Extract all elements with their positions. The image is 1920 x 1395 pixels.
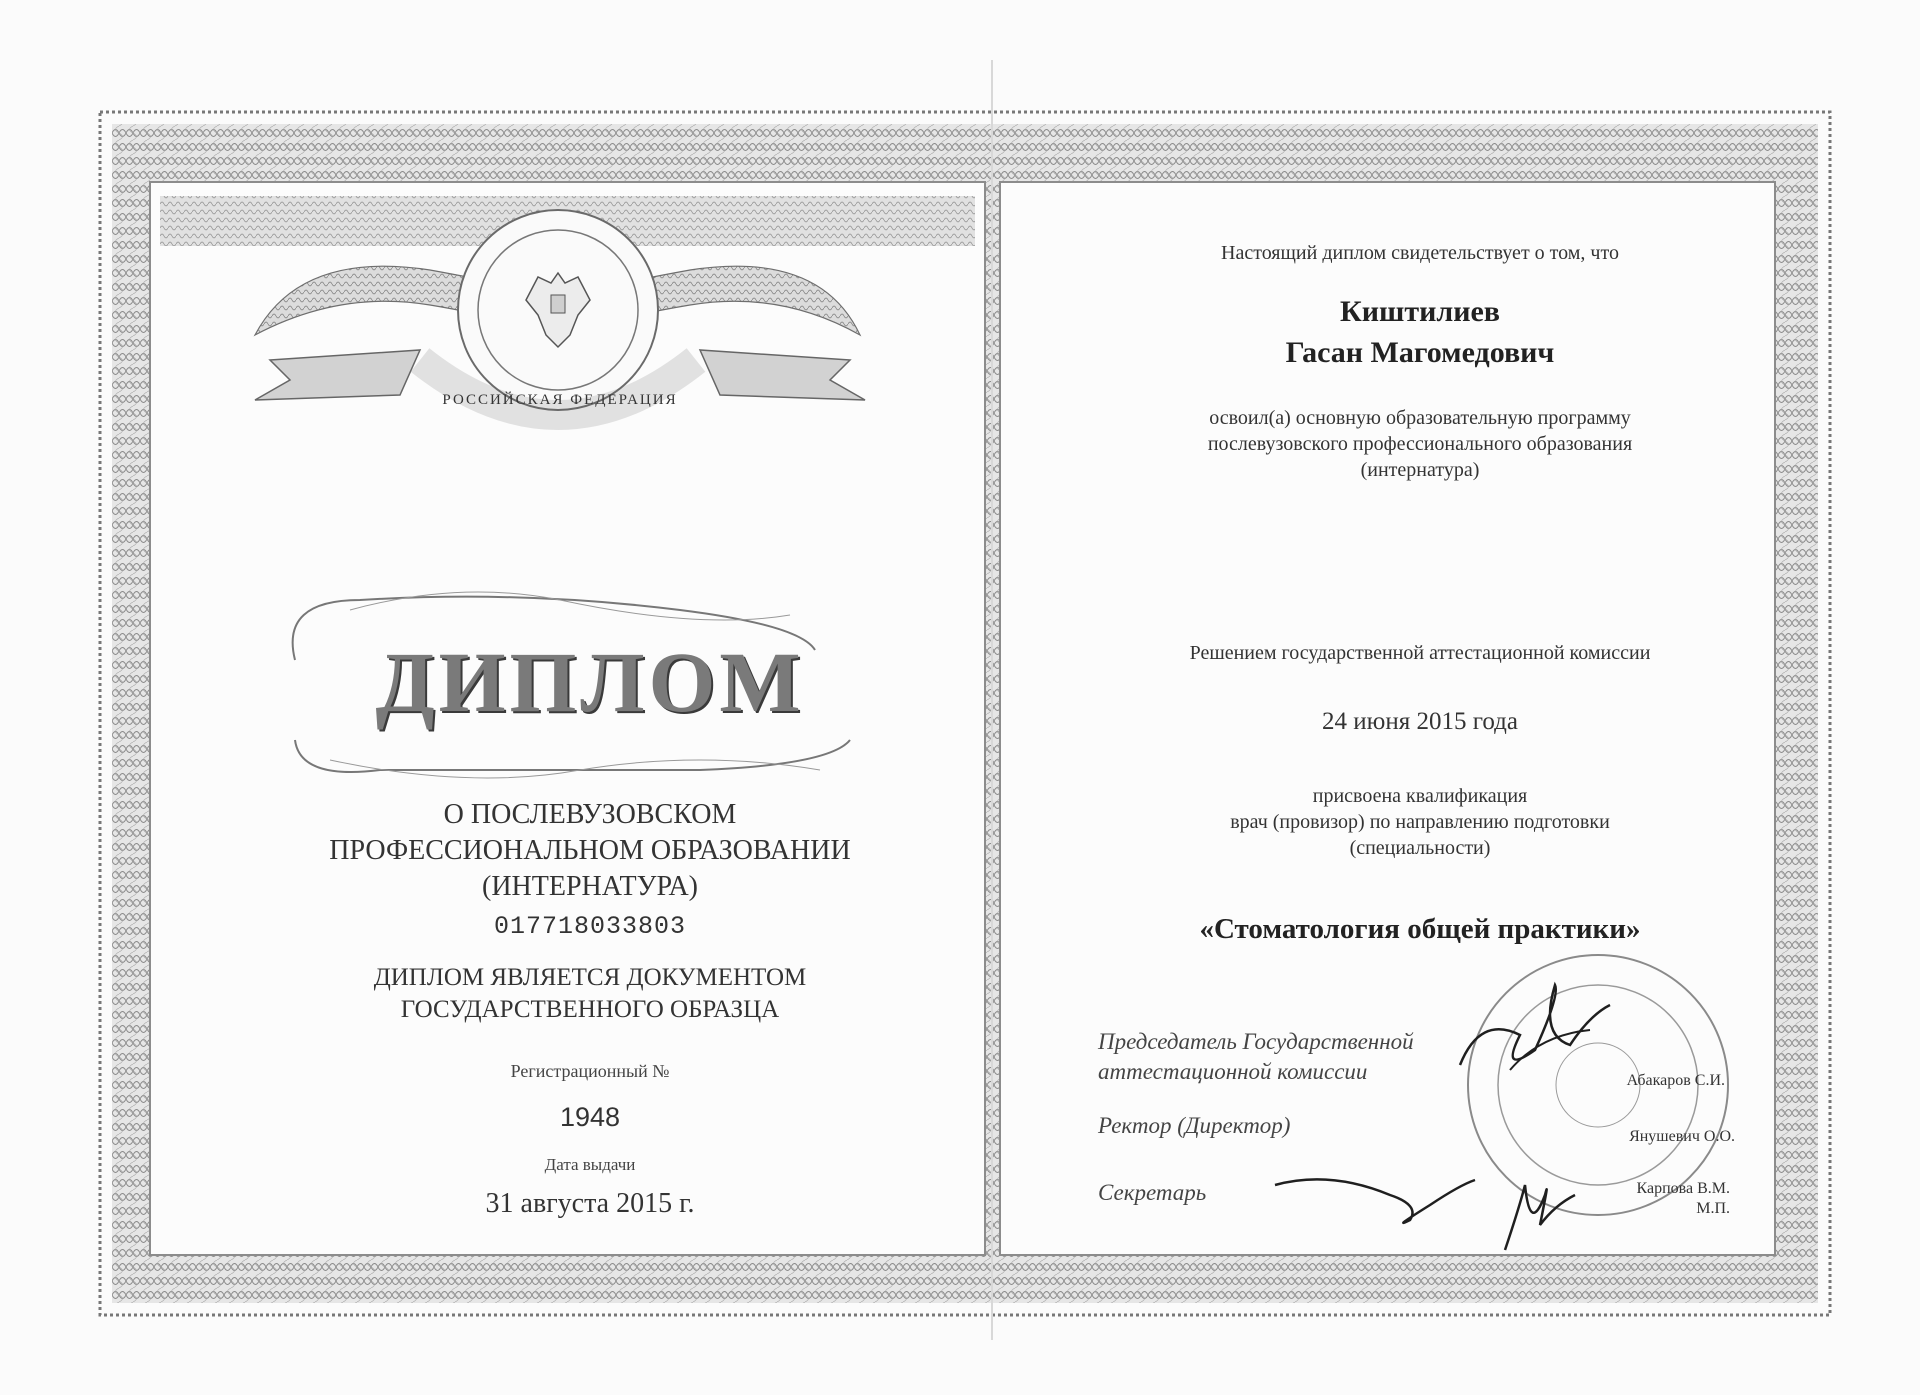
- qualification-text: присвоена квалификация врач (провизор) по направлению подготовки (специальности): [1230, 785, 1610, 859]
- emblem-ribbon-text: РОССИЙСКАЯ ФЕДЕРАЦИЯ: [442, 392, 678, 408]
- recipient-given-name: Гасан Магомедович: [1285, 336, 1555, 369]
- chair-label: Председатель Государственной аттестационной комиссии: [1098, 1029, 1414, 1084]
- seal-mark: М.П.: [1696, 1200, 1730, 1217]
- registration-number: 1948: [559, 1102, 621, 1132]
- issue-date-label: Дата выдачи: [544, 1155, 636, 1174]
- chair-name: Абакаров С.И.: [1626, 1072, 1725, 1089]
- rector-label: Ректор (Директор): [1098, 1113, 1291, 1138]
- registration-label: Регистрационный №: [510, 1061, 670, 1081]
- eagle-emblem-icon: [520, 265, 596, 355]
- decision-text: Решением государственной аттестационной комиссии: [1189, 642, 1651, 664]
- recipient-surname: Киштилиев: [1339, 295, 1501, 328]
- state-document-note: ДИПЛОМ ЯВЛЯЕТСЯ ДОКУМЕНТОМ ГОСУДАРСТВЕННОГО ОБРАЗЦА: [373, 964, 807, 1023]
- issue-date: 31 августа 2015 г.: [485, 1188, 695, 1219]
- diploma-subtitle: О ПОСЛЕВУЗОВСКОМ ПРОФЕССИОНАЛЬНОМ ОБРАЗОВАНИИ (ИНТЕРНАТУРА): [329, 799, 851, 902]
- rector-name: Янушевич О.О.: [1629, 1128, 1735, 1145]
- program-text: освоил(а) основную образовательную программу послевузовского профессионального образования (интернатура): [1207, 407, 1633, 481]
- rector-signature: [1495, 1165, 1585, 1260]
- secretary-name: Карпова В.М.: [1636, 1180, 1730, 1197]
- intro-text: Настоящий диплом свидетельствует о том, что: [1221, 242, 1619, 264]
- chair-signature: [1440, 975, 1630, 1095]
- serial-number: 017718033803: [493, 912, 687, 941]
- secretary-label: Секретарь: [1098, 1180, 1207, 1205]
- specialty-title: «Стоматология общей практики»: [1199, 913, 1641, 945]
- secretary-signature: [1270, 1150, 1490, 1240]
- decision-date: 24 июня 2015 года: [1322, 708, 1518, 735]
- diploma-title: ДИПЛОМ: [375, 634, 805, 730]
